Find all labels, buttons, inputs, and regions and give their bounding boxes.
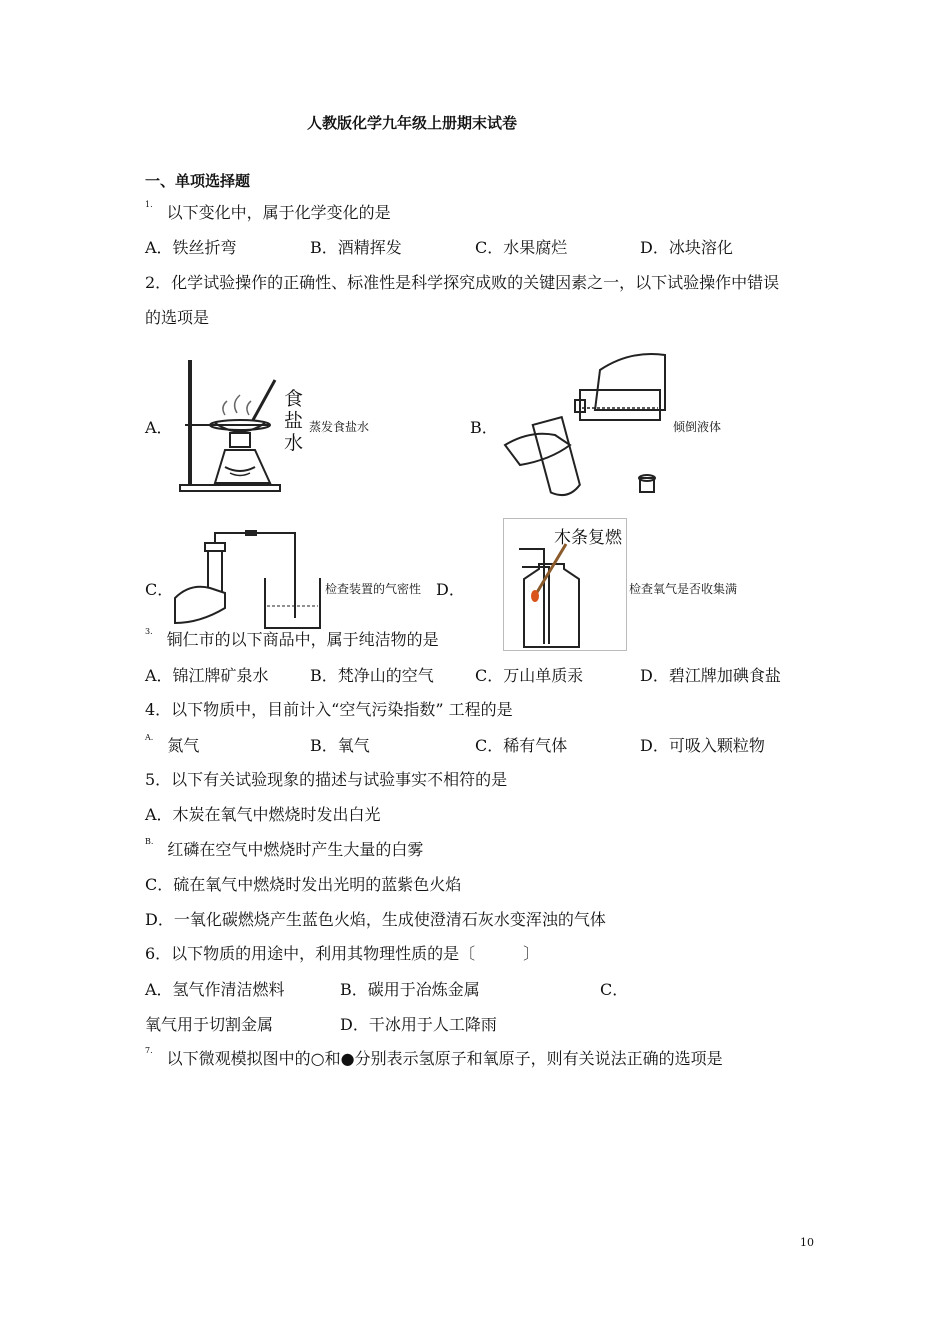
question-3 xyxy=(145,627,439,650)
option: D．可吸入颗粒物 xyxy=(640,736,765,755)
tag-char: 盐 xyxy=(284,410,304,432)
pouring-liquid-figure xyxy=(500,350,670,502)
figure-d-caption: 检查氧气是否收集满 xyxy=(629,582,738,596)
airtightness-check-figure xyxy=(170,528,325,633)
option: B．碳用于冶炼金属 xyxy=(340,980,480,999)
option: D．干冰用于人工降雨 xyxy=(340,1015,497,1034)
option: A．铁丝折弯 xyxy=(145,238,237,257)
question-text: 以下变化中，属于化学变化的是 xyxy=(166,203,391,222)
option xyxy=(145,733,199,756)
section-heading: 一、单项选择题 xyxy=(145,172,251,190)
option: C．水果腐烂 xyxy=(475,238,568,257)
figure-c-letter: C． xyxy=(145,580,174,599)
page-number: 10 xyxy=(800,1236,814,1249)
question-2-line1: 2．化学试验操作的正确性、标准性是科学探究成败的关键因素之一，以下试验操作中错误 xyxy=(145,273,780,292)
tag-char: 食 xyxy=(284,388,304,410)
option: C．硫在氧气中燃烧时发出光明的蓝紫色火焰 xyxy=(145,875,462,894)
option-letter: A. xyxy=(145,733,154,742)
figure-a-letter: A． xyxy=(145,418,173,437)
option-text: 氮气 xyxy=(167,736,200,755)
option-text: 红磷在空气中燃烧时产生大量的白雾 xyxy=(167,840,424,859)
figure-b-caption: 倾倒液体 xyxy=(673,420,722,434)
option: A．氢气作清洁燃料 xyxy=(145,980,285,999)
question-number: 3. xyxy=(145,627,153,636)
option: D．一氧化碳燃烧产生蓝色火焰，生成使澄清石灰水变浑浊的气体 xyxy=(145,910,606,929)
option xyxy=(145,837,423,860)
option: B．酒精挥发 xyxy=(310,238,402,257)
option-letter: B. xyxy=(145,837,154,846)
page-title: 人教版化学九年级上册期末试卷 xyxy=(307,114,518,132)
question-number: 7. xyxy=(145,1046,153,1055)
option: D．碧江牌加碘食盐 xyxy=(640,666,781,685)
figure-b-letter: B． xyxy=(470,418,498,437)
question-7 xyxy=(145,1046,723,1069)
option: B．梵净山的空气 xyxy=(310,666,434,685)
question-number: 1. xyxy=(145,200,153,209)
salt-water-tag xyxy=(284,388,303,454)
option: C．万山单质汞 xyxy=(475,666,584,685)
option: C． xyxy=(600,980,629,999)
option: D．冰块溶化 xyxy=(640,238,733,257)
question-6: 6．以下物质的用途中，利用其物理性质的是〔 〕 xyxy=(145,944,540,963)
question-2-line2: 的选项是 xyxy=(145,308,210,327)
question-1 xyxy=(145,200,391,223)
option: A．锦江牌矿泉水 xyxy=(145,666,269,685)
tag-char: 水 xyxy=(284,432,304,454)
option: B．氧气 xyxy=(310,736,370,755)
oxygen-check-figure xyxy=(503,518,627,651)
option: A．木炭在氧气中燃烧时发出白光 xyxy=(145,805,381,824)
question-4: 4．以下物质中，目前计入“空气污染指数” 工程的是 xyxy=(145,700,513,719)
figure-c-caption: 检查装置的气密性 xyxy=(325,582,422,596)
question-text: 铜仁市的以下商品中，属于纯洁物的是 xyxy=(166,630,439,649)
figure-d-tag: 木条复燃 xyxy=(554,528,622,548)
question-text: 以下微观模拟图中的○和●分别表示氢原子和氧原子，则有关说法正确的选项是 xyxy=(166,1049,723,1068)
figure-a-caption: 蒸发食盐水 xyxy=(309,420,370,434)
figure-d-letter: D． xyxy=(436,580,465,599)
option-continuation: 氧气用于切割金属 xyxy=(145,1015,274,1034)
option: C．稀有气体 xyxy=(475,736,568,755)
question-5: 5．以下有关试验现象的描述与试验事实不相符的是 xyxy=(145,770,508,789)
